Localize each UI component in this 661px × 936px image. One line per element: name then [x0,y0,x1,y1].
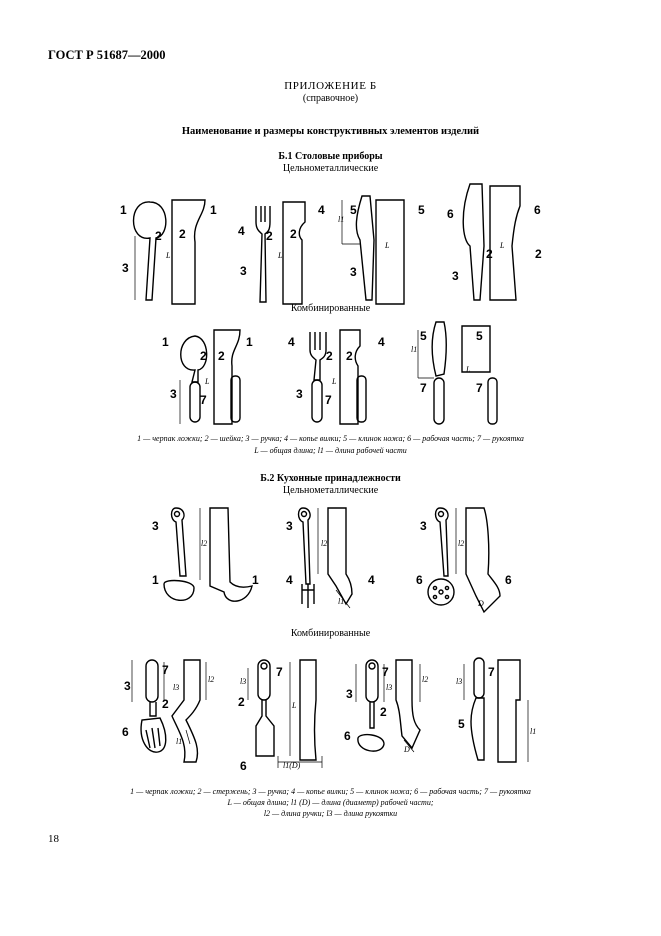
drawing-spoon-solid [120,200,217,304]
label-1: 1 [210,203,217,217]
label-l1: l1 [338,215,345,224]
document-header-id: ГОСТ Р 51687—2000 [48,48,166,62]
label-l2: l2 [208,675,215,684]
label-l2: l2 [422,675,429,684]
drawing-cleaver-combined [456,658,536,762]
label-l2: l2 [321,539,328,548]
label-3: 3 [350,265,357,279]
section1-subtitle-solid: Цельнометаллические [282,163,379,174]
label-l3: l3 [173,683,180,692]
label-3: 3 [420,519,427,533]
label-L: L [166,251,171,260]
label-4: 4 [286,573,293,587]
label-5: 5 [458,717,465,731]
label-5: 5 [350,203,357,217]
section2-legend-line1: 1 — черпак ложки; 2 — стержень; 3 — ручка; 4 — копье вилки; 5 — клинок ножа; 6 — рабочая часть; 7 — рукоятка [130,787,531,796]
label-6: 6 [240,759,247,773]
section1-legend-line1: 1 — черпак ложки; 2 — шейка; 3 — ручка; 4 — копье вилки; 5 — клинок ножа; 6 — рабочая часть; 7 — рукоятка [137,434,524,443]
section2-legend-line3: l2 — длина ручки; l3 — длина рукоятки [263,809,398,818]
drawing-fork-solid [238,202,325,304]
label-6: 6 [416,573,423,587]
label-3: 3 [240,264,247,278]
label-7: 7 [200,393,207,407]
label-1: 1 [120,203,127,217]
label-2: 2 [238,695,245,709]
label-4: 4 [288,335,295,349]
label-2: 2 [179,227,186,241]
drawing-ladle-solid [152,508,259,601]
label-2: 2 [155,229,162,243]
label-L: L [292,701,297,710]
label-2: 2 [346,349,353,363]
label-7: 7 [382,665,389,679]
label-4: 4 [368,573,375,587]
appendix-title: ПРИЛОЖЕНИЕ Б [284,80,377,92]
drawing-knife-solid [338,196,425,304]
appendix-subtitle: (справочное) [302,93,359,104]
label-D: D [404,745,410,754]
label-7: 7 [420,381,427,395]
label-7: 7 [476,381,483,395]
label-7: 7 [276,665,283,679]
section2-legend-line2: L — общая длина; l1 (D) — длина (диаметр) рабочей части; [227,798,434,807]
label-5: 5 [476,329,483,343]
label-6: 6 [505,573,512,587]
drawing-meat-fork-combined [238,660,322,773]
label-3: 3 [346,687,353,701]
label-2: 2 [535,247,542,261]
label-1: 1 [162,335,169,349]
label-3: 3 [152,519,159,533]
drawing-fork-kitchen-solid [286,508,375,608]
label-3: 3 [170,387,177,401]
label-1: 1 [252,573,259,587]
label-2: 2 [290,227,297,241]
label-5: 5 [418,203,425,217]
drawing-skimmer-solid [416,508,512,612]
label-6: 6 [122,725,129,739]
label-L: L [332,377,337,386]
label-7: 7 [488,665,495,679]
label-D: D [478,599,484,608]
section1-legend-line2: L — общая длина; l1 — длина рабочей части [254,446,407,455]
label-3: 3 [122,261,129,275]
label-L: L [205,377,210,386]
label-3: 3 [124,679,131,693]
label-L: L [466,365,471,374]
drawing-server-solid [447,184,542,300]
section2-subtitle-combined: Комбинированные [290,628,371,639]
label-L: L [500,241,505,250]
label-l3: l3 [456,677,463,686]
label-3: 3 [296,387,303,401]
label-2: 2 [326,349,333,363]
label-l3: l3 [240,677,247,686]
label-2: 2 [200,349,207,363]
label-5: 5 [420,329,427,343]
label-2: 2 [266,229,273,243]
drawing-spoon-combined [162,330,253,424]
page-number: 18 [48,833,59,845]
label-L: L [385,241,390,250]
label-4: 4 [378,335,385,349]
label-L: L [278,251,283,260]
label-1: 1 [246,335,253,349]
label-l1: l1 [338,597,345,606]
drawing-fork-combined [288,330,385,424]
label-4: 4 [238,224,245,238]
label-3: 3 [452,269,459,283]
label-l1: l1 [411,345,418,354]
label-7: 7 [162,663,169,677]
label-l1: l1 [176,737,183,746]
label-6: 6 [534,203,541,217]
label-7: 7 [325,393,332,407]
label-6: 6 [344,729,351,743]
section2-subtitle-solid: Цельнометаллические [282,485,379,496]
label-3: 3 [286,519,293,533]
label-l3: l3 [386,683,393,692]
label-l1D: l1(D) [283,761,301,770]
label-4: 4 [318,203,325,217]
label-l2: l2 [201,539,208,548]
label-l2: l2 [458,539,465,548]
label-2: 2 [162,697,169,711]
drawing-skimmer-combined [344,660,428,754]
label-l1: l1 [530,727,537,736]
section1-subtitle-combined: Комбинированные [290,303,371,314]
drawing-spatula-combined [122,660,214,762]
main-title: Наименование и размеры конструктивных элементов изделий [181,126,480,137]
section2-title: Б.2 Кухонные принадлежности [260,473,401,484]
section1-title: Б.1 Столовые приборы [278,151,383,162]
label-2: 2 [380,705,387,719]
label-1: 1 [152,573,159,587]
label-2: 2 [486,247,493,261]
label-6: 6 [447,207,454,221]
label-2: 2 [218,349,225,363]
drawing-knife-combined [411,322,497,424]
